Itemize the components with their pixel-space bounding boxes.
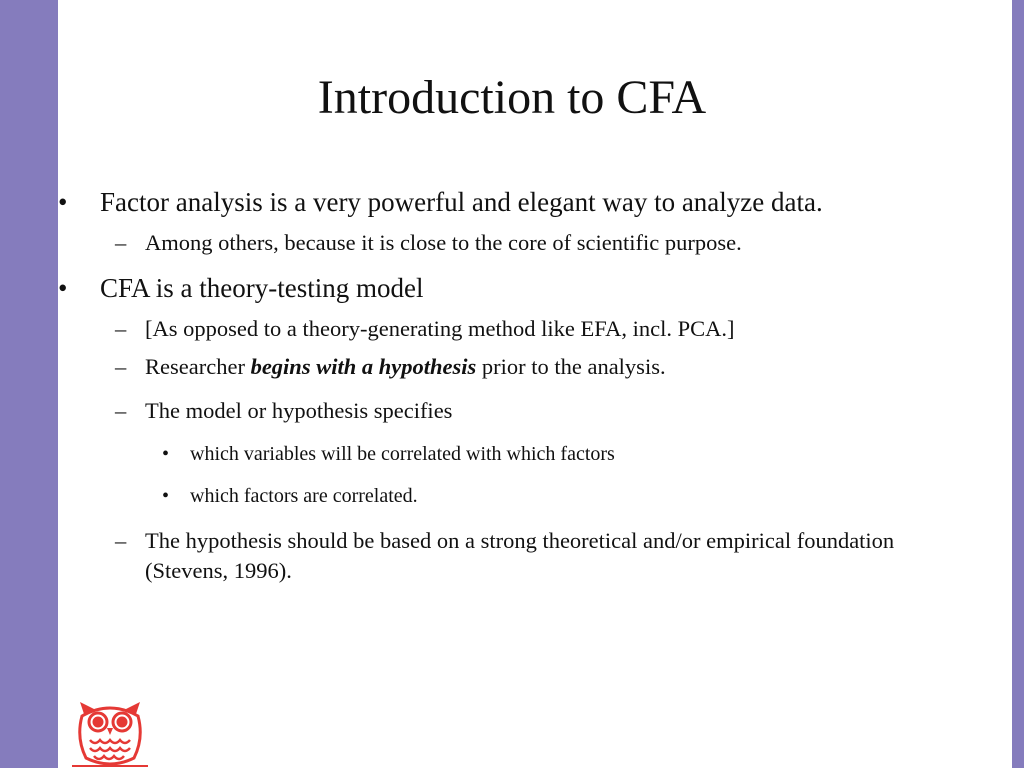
bullet-marker: • [58,273,68,303]
bullet-marker: • [162,485,170,507]
slide [58,0,1012,768]
sub-bullet-text: The model or hypothesis specifies [145,398,453,423]
emphasis-text: begins with a hypothesis [250,354,477,379]
slide-title: Introduction to CFA [317,71,707,124]
bullet-item [58,184,968,220]
owl-icon [70,698,150,768]
dash-marker: – [115,230,127,255]
sub-sub-bullet-item [58,440,968,468]
bullet-marker: • [162,443,170,465]
sub-sub-bullet-item [58,482,968,510]
sub-bullet-item [58,396,968,426]
sub-bullet-item [58,314,968,344]
bullet-item [58,270,968,306]
sub-sub-bullet-text: which factors are correlated. [190,485,418,507]
dash-marker: – [115,398,127,423]
sub-bullet-text: The hypothesis should be based on a strong theoretical and/or empirical foundation (Stevens, 1996). [145,528,895,583]
dash-marker: – [115,354,127,379]
bullet-text: Factor analysis is a very powerful and elegant way to analyze data. [100,187,823,217]
sub-bullet-item [58,526,968,586]
sub-bullet-text: Among others, because it is close to the core of scientific purpose. [145,230,742,255]
sub-bullet-item [58,352,968,382]
sub-bullet-item [58,228,968,258]
sub-bullet-text: [As opposed to a theory-generating method like EFA, incl. PCA.] [145,316,735,341]
dash-marker: – [115,528,127,553]
sub-bullet-text-after: prior to the analysis. [476,354,666,379]
sub-bullet-text-before: Researcher [145,354,251,379]
slide-content [58,184,968,586]
dash-marker: – [115,316,127,341]
bullet-marker: • [58,187,68,217]
sub-sub-bullet-text: which variables will be correlated with which factors [190,443,615,465]
bullet-text: CFA is a theory-testing model [100,273,424,303]
